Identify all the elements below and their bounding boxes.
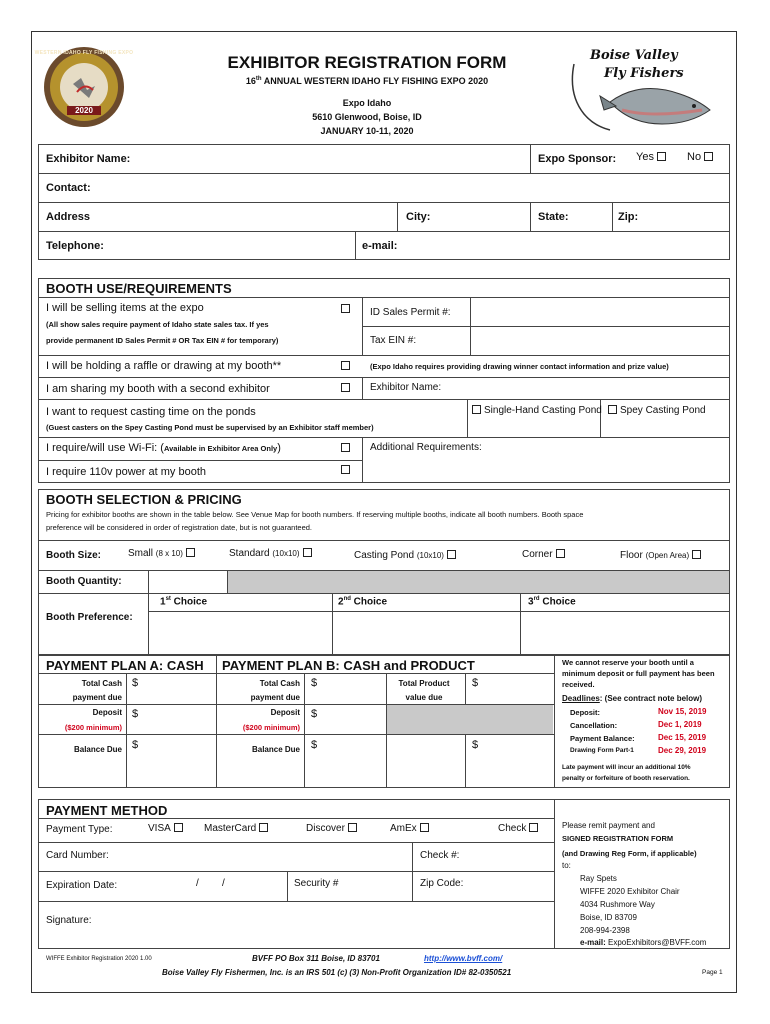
booth-quantity-label: Booth Quantity: bbox=[46, 576, 122, 587]
check-number-input[interactable] bbox=[468, 844, 552, 870]
plan-b-total-dollar: $ bbox=[311, 677, 318, 689]
card-number-label: Card Number: bbox=[46, 850, 109, 861]
choice-1-num: 1 bbox=[160, 596, 166, 608]
additional-req-label: Additional Requirements: bbox=[370, 442, 482, 453]
remit-email bbox=[580, 938, 706, 947]
size-floor-checkbox[interactable] bbox=[692, 550, 701, 559]
plan-b-balance-dollar: $ bbox=[311, 739, 318, 751]
event-dates: JANUARY 10-11, 2020 bbox=[320, 126, 414, 136]
tax-ein-label: Tax EIN #: bbox=[370, 335, 417, 346]
deadlines-label: Deadlines bbox=[562, 694, 600, 703]
footer-url-link[interactable]: http://www.bvff.com/ bbox=[424, 954, 503, 963]
remit-line-1: Please remit payment and bbox=[562, 821, 655, 830]
choice-2-sup: nd bbox=[343, 596, 351, 602]
remit-address-4: Boise, ID 83709 bbox=[580, 913, 637, 922]
bvff-logo bbox=[562, 44, 722, 142]
second-exhibitor-label: Exhibitor Name: bbox=[370, 382, 442, 393]
expiration-slash-1: / bbox=[196, 878, 199, 889]
pay-mastercard[interactable] bbox=[204, 823, 268, 834]
remit-address-2: WIFFE 2020 Exhibitor Chair bbox=[580, 887, 680, 896]
booth-preference-label: Booth Preference: bbox=[46, 612, 133, 623]
choice-2-input[interactable] bbox=[334, 613, 518, 654]
deadline-date: Nov 15, 2019 bbox=[658, 707, 707, 716]
plan-b-deposit-dollar: $ bbox=[311, 708, 318, 720]
sponsor-no-label: No bbox=[687, 151, 702, 163]
plan-b-total-cash-label bbox=[218, 677, 300, 705]
size-floor-dim: (Open Area) bbox=[645, 551, 690, 560]
subtitle-sup: th bbox=[255, 76, 262, 82]
plan-a-deposit-label: Deposit bbox=[92, 708, 122, 717]
sponsor-yes[interactable] bbox=[636, 151, 666, 163]
email-label: e-mail: bbox=[362, 240, 398, 252]
reserve-note-3: received. bbox=[562, 680, 595, 689]
spey-checkbox[interactable] bbox=[608, 405, 617, 414]
remit-address-5: 208-994-2398 bbox=[580, 926, 630, 935]
pay-visa[interactable] bbox=[148, 823, 183, 834]
deadline-label: Payment Balance: bbox=[570, 734, 635, 743]
exhibitor-name-input[interactable] bbox=[132, 146, 528, 172]
pay-discover[interactable] bbox=[306, 823, 357, 834]
plan-a-total-cash-label bbox=[40, 677, 122, 705]
booth-selection-desc-2: preference will be considered in order of registration date, but is not guaranteed. bbox=[46, 523, 312, 532]
size-casting-pond[interactable] bbox=[354, 550, 456, 561]
single-hand-checkbox[interactable] bbox=[472, 405, 481, 414]
subtitle-rest: ANNUAL WESTERN IDAHO FLY FISHING EXPO 2020 bbox=[261, 76, 489, 86]
booth-quantity-shaded bbox=[228, 571, 729, 593]
plan-b-total-cash-1: Total Cash bbox=[259, 679, 300, 688]
footer-page: Page 1 bbox=[702, 969, 723, 976]
size-standard-dim: (10x10) bbox=[272, 549, 300, 558]
city-label: City: bbox=[406, 211, 431, 223]
choice-1-input[interactable] bbox=[150, 613, 330, 654]
size-small-checkbox[interactable] bbox=[186, 548, 195, 557]
deadline-date: Dec 1, 2019 bbox=[658, 720, 702, 729]
sponsor-yes-label: Yes bbox=[636, 151, 654, 163]
selling-label: I will be selling items at the expo bbox=[46, 302, 204, 314]
plan-b-deposit-min: ($200 minimum) bbox=[242, 723, 300, 732]
size-floor[interactable] bbox=[620, 550, 701, 561]
size-small-label: Small bbox=[128, 548, 154, 559]
late-note-1: Late payment will incur an additional 10% bbox=[562, 764, 691, 771]
deadline-date: Dec 29, 2019 bbox=[658, 746, 707, 755]
size-small-dim: (8 x 10) bbox=[155, 549, 183, 558]
plan-b-total-product-label bbox=[388, 677, 460, 705]
wifi-label bbox=[46, 442, 281, 454]
size-casting-dim: (10x10) bbox=[416, 551, 444, 560]
booth-selection-desc-1: Pricing for exhibitor booths are shown in the table below. See Venue Map for booth numbers. If reserving multiple booths, indicate all booth numbers. Booth space bbox=[46, 510, 584, 519]
plan-b-product-dollar: $ bbox=[472, 677, 479, 689]
remit-address-3: 4034 Rushmore Way bbox=[580, 900, 655, 909]
remit-address-1: Ray Spets bbox=[580, 874, 617, 883]
check-number-label: Check #: bbox=[420, 850, 460, 861]
plan-b-total-cash-2: payment due bbox=[250, 693, 300, 702]
venue: Expo Idaho bbox=[342, 98, 392, 108]
pay-amex-checkbox[interactable] bbox=[420, 823, 429, 832]
form-subtitle bbox=[212, 76, 522, 86]
id-sales-permit-label: ID Sales Permit #: bbox=[370, 307, 451, 318]
booth-quantity-input[interactable] bbox=[150, 572, 226, 592]
pay-amex-label: AmEx bbox=[390, 823, 417, 834]
choice-3-num: 3 bbox=[528, 596, 534, 608]
raffle-note: (Expo Idaho requires providing drawing winner contact information and prize value) bbox=[370, 362, 669, 371]
deadline-label: Cancellation: bbox=[570, 721, 618, 730]
booth-use-title: BOOTH USE/REQUIREMENTS bbox=[46, 281, 232, 296]
size-corner-label: Corner bbox=[522, 549, 553, 560]
remit-line-4: to: bbox=[562, 861, 571, 870]
deadlines-heading bbox=[562, 694, 702, 703]
power-checkbox[interactable] bbox=[341, 465, 350, 474]
security-input[interactable] bbox=[352, 873, 410, 899]
form-page bbox=[31, 31, 737, 993]
pay-visa-checkbox[interactable] bbox=[174, 823, 183, 832]
sponsor-yes-checkbox[interactable] bbox=[657, 152, 666, 161]
casting-note: (Guest casters on the Spey Casting Pond must be supervised by an Exhibitor staff member) bbox=[46, 423, 374, 432]
contact-label: Contact: bbox=[46, 182, 91, 194]
booth-size-label: Booth Size: bbox=[46, 550, 101, 561]
reserve-note bbox=[562, 657, 727, 690]
pay-discover-label: Discover bbox=[306, 823, 345, 834]
choice-2-num: 2 bbox=[338, 596, 344, 608]
pay-check[interactable] bbox=[498, 823, 538, 834]
remit-email-label: e-mail: bbox=[580, 938, 606, 947]
spey-option[interactable] bbox=[608, 405, 706, 416]
deadline-label: Drawing Form Part-1 bbox=[570, 747, 634, 754]
payment-type-label: Payment Type: bbox=[46, 824, 113, 835]
expo-logo-year: 2020 bbox=[75, 106, 93, 115]
size-corner[interactable] bbox=[522, 549, 565, 560]
reserve-note-2: minimum deposit or full payment has been bbox=[562, 669, 715, 678]
plan-a-title: PAYMENT PLAN A: CASH bbox=[46, 658, 204, 673]
pay-amex[interactable] bbox=[390, 823, 429, 834]
reserve-note-1: We cannot reserve your booth until a bbox=[562, 658, 694, 667]
pay-mastercard-label: MasterCard bbox=[204, 823, 257, 834]
telephone-label: Telephone: bbox=[46, 240, 104, 252]
address-label: Address bbox=[46, 211, 91, 223]
pay-visa-label: VISA bbox=[148, 823, 171, 834]
expiration-input[interactable] bbox=[140, 873, 285, 899]
wifi-checkbox[interactable] bbox=[341, 443, 350, 452]
pay-mastercard-checkbox[interactable] bbox=[259, 823, 268, 832]
plan-b-product-balance-dollar: $ bbox=[472, 739, 479, 751]
choice-1-sup: st bbox=[165, 596, 171, 602]
sponsor-no-checkbox[interactable] bbox=[704, 152, 713, 161]
bvff-logo-line2: Fly Fishers bbox=[604, 66, 684, 81]
deadline-label: Deposit: bbox=[570, 708, 600, 717]
raffle-checkbox[interactable] bbox=[341, 361, 350, 370]
single-hand-label: Single-Hand Casting Pond bbox=[484, 405, 602, 416]
late-note bbox=[562, 762, 727, 784]
deadline-row bbox=[570, 708, 600, 717]
choice-1-header bbox=[160, 596, 207, 607]
signature-input[interactable] bbox=[100, 903, 552, 947]
signature-label: Signature: bbox=[46, 915, 92, 926]
deadline-row bbox=[570, 721, 617, 730]
choice-2-header bbox=[338, 596, 387, 607]
form-title: EXHIBITOR REGISTRATION FORM bbox=[227, 53, 507, 72]
choice-3-header bbox=[528, 596, 576, 607]
footer-bvff: BVFF PO Box 311 Boise, ID 83701 bbox=[252, 954, 380, 963]
plan-b-total-product-1: Total Product bbox=[398, 679, 450, 688]
power-label: I require 110v power at my booth bbox=[46, 466, 206, 478]
footer-nonprofit: Boise Valley Fly Fishermen, Inc. is an IRS 501 (c) (3) Non-Profit Organization ID# 82-0350521 bbox=[162, 968, 512, 977]
plan-b-deposit-shaded bbox=[387, 705, 553, 734]
footer-version: WIFFE Exhibitor Registration 2020 1.00 bbox=[46, 956, 152, 962]
wifi-text: I require/will use Wi-Fi: ( bbox=[46, 442, 164, 454]
tax-ein-input[interactable] bbox=[472, 328, 728, 354]
deadlines-note: : (See contract note below) bbox=[599, 694, 703, 703]
payment-method-title: PAYMENT METHOD bbox=[46, 803, 168, 818]
plan-b-total-product-2: value due bbox=[405, 693, 443, 702]
single-hand-option[interactable] bbox=[472, 405, 602, 416]
expo-logo-text: WESTERN IDAHO FLY FISHING EXPO bbox=[34, 50, 134, 56]
choice-3-text: Choice bbox=[539, 596, 576, 608]
wifi-close: ) bbox=[277, 442, 281, 454]
plan-b-deposit-label: Deposit bbox=[270, 708, 300, 717]
plan-a-deposit-min: ($200 minimum) bbox=[64, 723, 122, 732]
size-corner-checkbox[interactable] bbox=[556, 549, 565, 558]
expo-sponsor-label: Expo Sponsor: bbox=[538, 153, 617, 165]
choice-3-input[interactable] bbox=[522, 613, 728, 654]
security-label: Security # bbox=[294, 878, 339, 889]
plan-a-deposit-dollar: $ bbox=[132, 708, 139, 720]
sharing-checkbox[interactable] bbox=[341, 383, 350, 392]
contact-input[interactable] bbox=[102, 175, 728, 201]
subtitle-num: 16 bbox=[245, 76, 256, 86]
size-casting-checkbox[interactable] bbox=[447, 550, 456, 559]
address-input[interactable] bbox=[98, 204, 395, 230]
expo-logo bbox=[34, 46, 134, 128]
choice-1-text: Choice bbox=[170, 596, 208, 608]
plan-b-balance-label: Balance Due bbox=[251, 745, 300, 754]
choice-2-text: Choice bbox=[350, 596, 388, 608]
plan-a-total-dollar: $ bbox=[132, 677, 139, 689]
plan-a-total-cash-2: payment due bbox=[72, 693, 122, 702]
deadline-date: Dec 15, 2019 bbox=[658, 733, 707, 742]
size-floor-label: Floor bbox=[620, 550, 643, 561]
exhibitor-name-label: Exhibitor Name: bbox=[46, 153, 131, 165]
size-casting-label: Casting Pond bbox=[354, 550, 415, 561]
raffle-label: I will be holding a raffle or drawing at my booth** bbox=[46, 360, 282, 372]
sharing-label: I am sharing my booth with a second exhibitor bbox=[46, 383, 270, 395]
size-small[interactable] bbox=[128, 548, 195, 559]
plan-a-total-cash-1: Total Cash bbox=[81, 679, 122, 688]
card-zip-label: Zip Code: bbox=[420, 878, 464, 889]
venue-address: 5610 Glenwood, Boise, ID bbox=[312, 112, 422, 122]
sponsor-no[interactable] bbox=[687, 151, 713, 163]
booth-selection-title: BOOTH SELECTION & PRICING bbox=[46, 492, 242, 507]
card-zip-input[interactable] bbox=[474, 873, 552, 899]
email-input[interactable] bbox=[402, 233, 728, 259]
size-standard-label: Standard bbox=[229, 548, 270, 559]
expiration-label: Expiration Date: bbox=[46, 880, 118, 891]
zip-label: Zip: bbox=[618, 211, 639, 223]
remit-line-2: SIGNED REGISTRATION FORM bbox=[562, 834, 674, 843]
selling-checkbox[interactable] bbox=[341, 304, 350, 313]
wifi-note: Available in Exhibitor Area Only bbox=[163, 444, 278, 453]
plan-a-balance-dollar: $ bbox=[132, 739, 139, 751]
additional-req-input[interactable] bbox=[364, 457, 728, 482]
state-label: State: bbox=[538, 211, 569, 223]
plan-b-title: PAYMENT PLAN B: CASH and PRODUCT bbox=[222, 658, 475, 673]
pay-discover-checkbox[interactable] bbox=[348, 823, 357, 832]
size-standard-checkbox[interactable] bbox=[303, 548, 312, 557]
deadline-row bbox=[570, 734, 635, 743]
size-standard[interactable] bbox=[229, 548, 312, 559]
bvff-logo-line1: Boise Valley bbox=[590, 48, 678, 63]
telephone-input[interactable] bbox=[118, 233, 353, 259]
casting-label: I want to request casting time on the ponds bbox=[46, 406, 256, 418]
plan-a-balance-label: Balance Due bbox=[73, 745, 122, 754]
spey-label: Spey Casting Pond bbox=[620, 405, 706, 416]
card-number-input[interactable] bbox=[122, 844, 410, 870]
pay-check-checkbox[interactable] bbox=[529, 823, 538, 832]
deadline-row bbox=[570, 747, 634, 754]
expiration-slash-2: / bbox=[222, 878, 225, 889]
id-sales-permit-input[interactable] bbox=[472, 299, 728, 325]
late-note-2: penalty or forfeiture of booth reservation. bbox=[562, 775, 690, 782]
selling-note-1: (All show sales require payment of Idaho state sales tax. If yes bbox=[46, 320, 269, 329]
pay-check-label: Check bbox=[498, 823, 527, 834]
remit-email-value: ExpoExhibitors@BVFF.com bbox=[605, 938, 707, 947]
choice-3-sup: rd bbox=[533, 596, 540, 602]
selling-note-2: provide permanent ID Sales Permit # OR Tax EIN # for temporary) bbox=[46, 336, 279, 345]
remit-line-3: (and Drawing Reg Form, if applicable) bbox=[562, 849, 697, 858]
second-exhibitor-input[interactable] bbox=[452, 379, 728, 398]
